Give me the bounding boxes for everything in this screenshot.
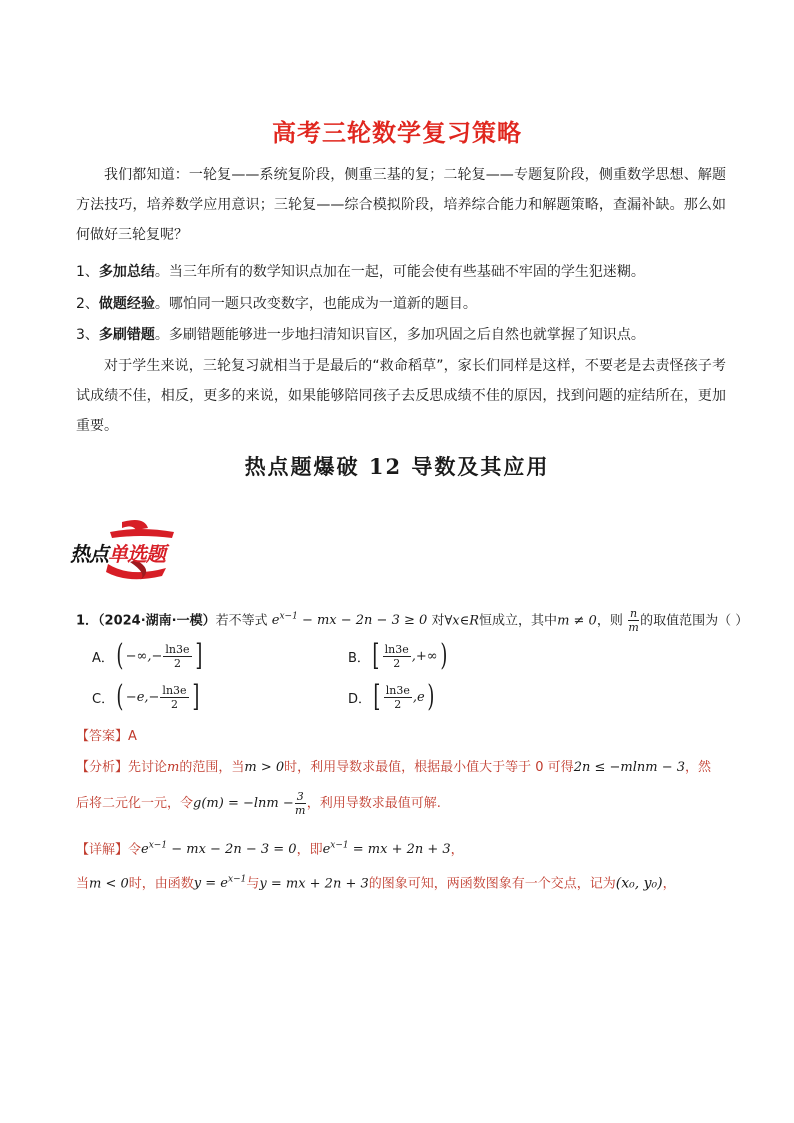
tip-heading: 做题经验 (98, 296, 155, 312)
n-over-m-fraction (628, 607, 639, 634)
analysis-text: 先讨论 (128, 760, 168, 775)
function-1 (194, 876, 247, 891)
fraction-denominator: 2 (173, 656, 181, 670)
3-over-m-fraction (295, 790, 306, 817)
tip-number: 3、 (76, 327, 99, 343)
math-condition: m > 0 (244, 760, 285, 775)
badge-text-single: 单选题 (108, 542, 165, 566)
fraction-numerator: 3 (296, 790, 304, 803)
detail-text: ， (450, 842, 464, 858)
detail-text: 与 (246, 876, 260, 892)
equation-base: e (322, 842, 331, 858)
detail-text: ，即 (296, 842, 323, 858)
tip-body: 。哪怕同一题只改变数字，也能成为一道新的题目。 (154, 296, 477, 312)
interval-right: ,+∞ (411, 648, 438, 664)
interval-left: −e,− (125, 689, 160, 705)
m-condition: m ≠ 0 (557, 613, 597, 629)
inequality-rest: − mx − 2n − 3 ≥ 0 (297, 613, 428, 629)
forall-condition: ∀x∈R (444, 613, 480, 629)
option-label: C． (92, 691, 115, 707)
interval-left: −∞,− (125, 648, 163, 664)
fraction-denominator: m (295, 804, 306, 817)
tip-3 (76, 320, 726, 350)
right-bracket: ] (194, 638, 202, 673)
left-bracket: [ (372, 638, 380, 673)
right-bracket: ] (191, 679, 199, 714)
tip-body: 。当三年所有的数学知识点加在一起，可能会使有些基础不牢固的学生犯迷糊。 (154, 264, 645, 280)
intro-paragraph: 我们都知道：一轮复——系统复阶段，侧重三基的复；二轮复——专题复阶段，侧重数学思想、解题方法技巧，培养数学应用意识；三轮复——综合模拟阶段，培养综合能力和解题策略，查漏补缺。那么如何做好三轮复呢？ (76, 167, 726, 243)
equation-rest: = mx + 2n + 3 (348, 842, 451, 858)
analysis-text: ，利用导数求最值可解. (306, 796, 441, 811)
tip-number: 1、 (76, 264, 99, 280)
fraction-numerator: ln3e (165, 642, 190, 656)
page-title: 高考三轮数学复习策略 (272, 119, 522, 147)
question-text: 的取值范围为（ ） (640, 613, 749, 629)
question-number: 1． (76, 613, 99, 629)
inequality-exponent: x−1 (279, 612, 298, 622)
tip-1 (76, 257, 726, 287)
ln3e-over-2-fraction (383, 643, 411, 670)
interval (114, 679, 201, 714)
question-source: （2024·湖南·一模） (98, 613, 216, 629)
answer-label: 【答案】 (76, 729, 129, 744)
equation-2 (323, 842, 451, 857)
hot-single-choice-badge (70, 518, 200, 582)
math-m: m (167, 760, 180, 775)
fraction-denominator: m (628, 621, 639, 635)
analysis-text: ，然 (685, 760, 712, 775)
function-base: y = e (193, 876, 228, 892)
intersection-point: (x₀, y₀) (615, 875, 663, 892)
math-condition: m < 0 (89, 876, 129, 892)
tip-2 (76, 289, 726, 319)
left-bracket: [ (373, 679, 381, 714)
analysis-line-1 (76, 758, 726, 778)
inequality-base: e (271, 613, 280, 629)
analysis-line-2 (76, 790, 441, 817)
function-2: y = mx + 2n + 3 (259, 876, 369, 892)
section-subtitle: 热点题爆破 12 导数及其应用 (244, 454, 550, 479)
detail-text: ， (662, 876, 676, 892)
equation-exponent: x−1 (330, 841, 349, 851)
option-b[interactable] (348, 638, 449, 673)
detail-text: 时，由函数 (128, 876, 194, 892)
fraction-numerator: n (629, 607, 638, 621)
equation-rest: − mx − 2n − 3 = 0 (167, 842, 297, 858)
math-inequality: 2n ≤ −mlnm − 3 (573, 760, 685, 775)
option-d[interactable] (348, 679, 436, 714)
interval (370, 638, 449, 673)
option-label: A． (92, 650, 114, 666)
detail-line (76, 836, 464, 860)
answer-value: A (128, 729, 137, 744)
analysis-text: 后将二元化一元，令 (76, 796, 194, 811)
left-bracket: ( (116, 679, 124, 714)
left-bracket: ( (116, 638, 124, 673)
analysis-text: 时，利用导数求最值，根据最小值大于等于 0 可得 (284, 760, 574, 775)
tip-number: 2、 (76, 296, 99, 312)
equation-exponent: x−1 (148, 841, 168, 851)
fraction-denominator: 2 (393, 656, 401, 670)
question-1 (76, 607, 748, 634)
interval-right: ,e (412, 689, 425, 705)
option-c[interactable] (92, 679, 201, 714)
fraction-numerator: ln3e (384, 642, 409, 656)
detail-line-2 (76, 870, 676, 894)
badge-text-hot: 热点 (70, 542, 108, 566)
answer-line (76, 727, 137, 747)
g-function: g(m) = −lnm − (193, 796, 294, 811)
ln3e-over-2-fraction (163, 643, 191, 670)
tip-heading: 多刷错题 (98, 327, 155, 343)
detail-text: 令 (128, 842, 142, 858)
fraction-numerator: ln3e (385, 683, 410, 697)
option-a[interactable] (92, 638, 204, 673)
ln3e-over-2-fraction (384, 684, 412, 711)
question-text: 恒成立，其中 (479, 613, 558, 629)
closing-paragraph: 对于学生来说，三轮复习就相当于是最后的“救命稻草”，家长们同样是这样，不要老是去责怪孩子考试成绩不佳，相反，更多的来说，如果能够陪同孩子去反思成绩不佳的原因，找到问题的症结所在，更加重要。 (76, 358, 726, 434)
ln3e-over-2-fraction (160, 684, 188, 711)
fraction-numerator: ln3e (162, 683, 187, 697)
interval (114, 638, 204, 673)
analysis-label: 【分析】 (76, 760, 129, 775)
detail-label: 【详解】 (76, 842, 129, 858)
detail-text: 的图象可知，两函数图象有一个交点，记为 (368, 876, 616, 892)
tip-heading: 多加总结 (98, 264, 155, 280)
equation-1 (141, 842, 297, 857)
question-text: 对 (431, 613, 445, 629)
equation-base: e (141, 842, 149, 858)
fraction-denominator: 2 (394, 697, 402, 711)
function-exponent: x−1 (228, 875, 247, 885)
question-text: ，则 (596, 613, 623, 629)
fraction-denominator: 2 (170, 697, 178, 711)
detail-text: 当 (76, 876, 90, 892)
interval (371, 679, 436, 714)
analysis-text: 的范围，当 (179, 760, 245, 775)
option-label: B． (348, 650, 370, 666)
inequality (272, 613, 428, 628)
tip-body: 。多刷错题能够进一步地扫清知识盲区，多加巩固之后自然也就掌握了知识点。 (154, 327, 645, 343)
right-bracket: ) (439, 638, 447, 673)
option-label: D． (348, 691, 372, 707)
right-bracket: ) (427, 679, 435, 714)
question-text: 若不等式 (215, 613, 268, 629)
